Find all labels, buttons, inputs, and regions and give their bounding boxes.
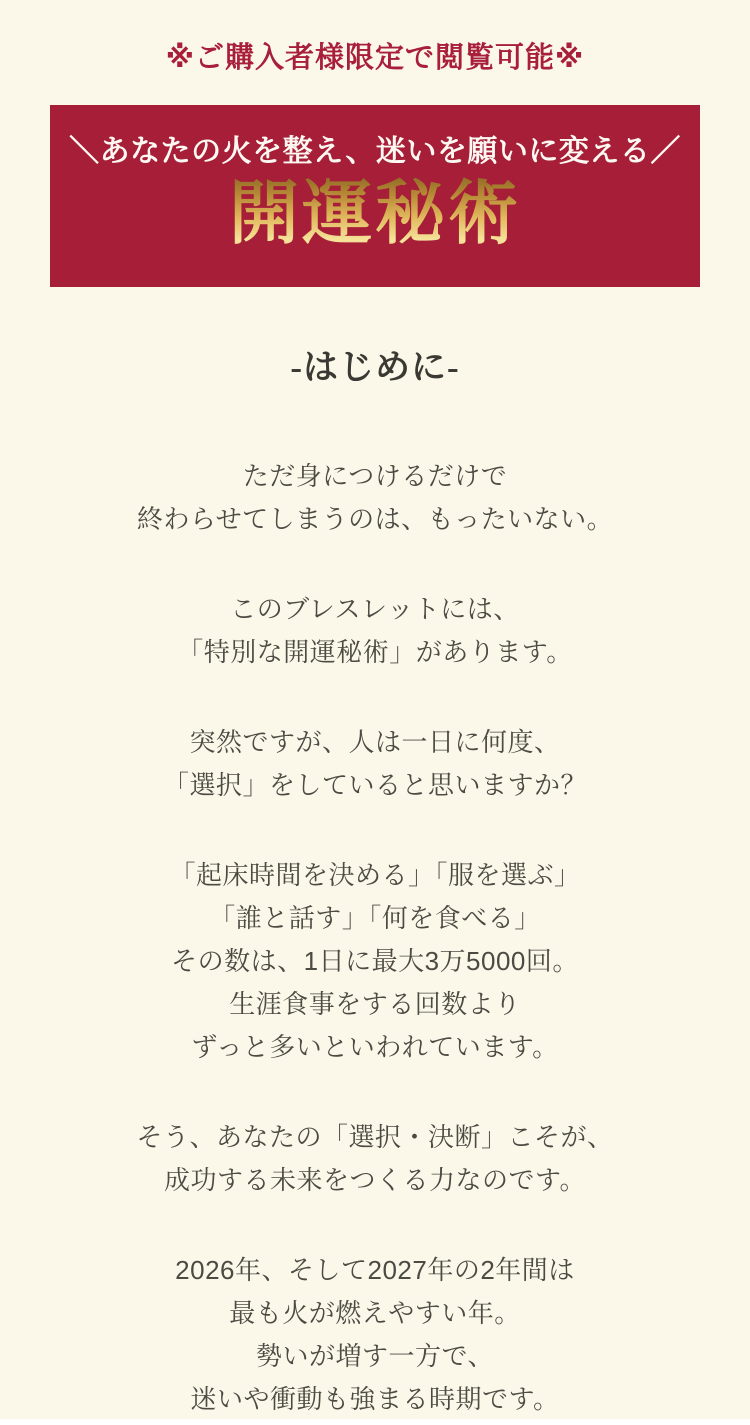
paragraph: 2026年、そして2027年の2年間は 最も火が燃えやすい年。 勢いが増す一方で、 迷いや衝動も強まる時期です。 — [175, 1255, 575, 1414]
purchaser-only-notice: ※ご購入者様限定で閲覧可能※ — [165, 42, 585, 74]
bottom-white-strip — [0, 1419, 750, 1425]
banner-tagline: ＼あなたの火を整え、迷いを願いに変える／ — [69, 135, 681, 168]
paragraph: 「起床時間を決める」「服を選ぶ」 「誰と話す」「何を食べる」 その数は、1日に最大3万5000回。 生涯食事をする回数より ずっと多いといわれています。 — [169, 860, 581, 1062]
paragraph: 突然ですが、人は一日に何度、 「選択」をしていると思いますか？ — [162, 727, 587, 800]
body-paragraphs — [0, 455, 750, 1419]
paragraph: そう、あなたの「選択・決断」こそが、 成功する未来をつくる力なのです。 — [136, 1122, 614, 1195]
paragraph: このブレスレットには、 「特別な開運秘術」があります。 — [177, 594, 573, 667]
banner-title: 開運秘術 — [229, 172, 521, 258]
section-heading-hajimeni: -はじめに- — [290, 348, 460, 387]
paragraph: ただ身につけるだけで 終わらせてしまうのは、もったいない。 — [136, 461, 614, 534]
title-banner — [50, 105, 700, 287]
